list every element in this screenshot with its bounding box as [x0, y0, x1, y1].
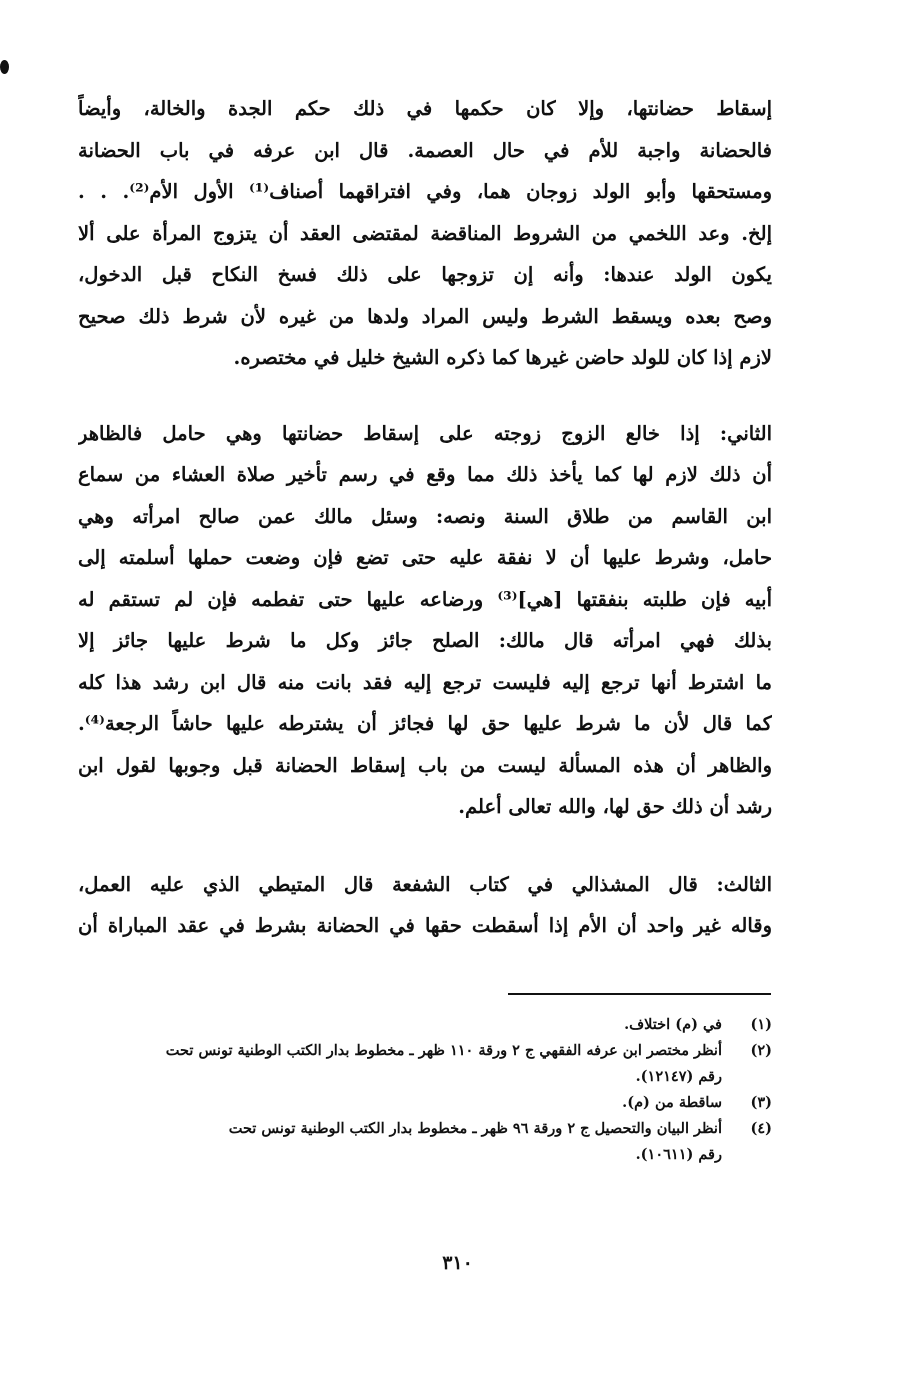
page-number: ٣١٠	[442, 1252, 473, 1274]
text-line: والظاهر أن هذه المسألة ليست من باب إسقاط الحضانة قبل وجوبها لقول ابن	[78, 753, 772, 777]
footnote-text	[78, 1012, 722, 1038]
text-line: إلخ. وعد اللخمي من الشروط المناقضة لمقتضى العقد أن يتزوج المرأة على ألا	[78, 221, 772, 245]
footnote-text	[78, 1116, 722, 1168]
text-line: كما قال لأن ما شرط عليها حق لها فجائز أن يشترطه عليها حاشاً الرجعة⁽⁴⁾.	[78, 712, 772, 735]
footnote-line: ساقطة من (م).	[622, 1094, 722, 1111]
text-line: الثاني: إذا خالع الزوج زوجته على إسقاط حضانتها وهي حامل فالظاهر	[78, 421, 772, 445]
footnote-number: (٣)	[750, 1094, 772, 1111]
footnote-text	[78, 1038, 722, 1090]
text-line: أن ذلك لازم لها كما يأخذ ذلك مما وقع في رسم تأخير صلاة العشاء من سماع	[78, 463, 772, 486]
paragraph-2	[78, 413, 772, 828]
footnote-4	[78, 1116, 772, 1168]
text-line: ما اشترط أنها ترجع إليه فليست ترجع إليه فقد بانت منه قال ابن رشد هذا كله	[78, 670, 772, 694]
footnote-number: (٢)	[750, 1042, 772, 1059]
footnote-3	[78, 1090, 772, 1116]
text-line: أبيه فإن طلبته بنفقتها [هي]⁽³⁾ ورضاعه عليها حتى تفطمه فإن لم تستقم له	[78, 587, 772, 611]
text-line: بذلك فهي امرأته قال مالك: الصلح جائز وكل ما شرط عليها جائز إلا	[78, 629, 772, 652]
text-line: إسقاط حضانتها، وإلا كان حكمها في ذلك حكم الجدة والخالة، وأيضاً	[78, 97, 772, 120]
footnote-number: (٤)	[750, 1120, 772, 1137]
footnote-2	[78, 1038, 772, 1090]
footnote-line: في (م) اختلاف.	[624, 1016, 722, 1033]
text-line: الثالث: قال المشذالي في كتاب الشفعة قال المتيطي الذي عليه العمل،	[78, 872, 772, 896]
text-line: ومستحقها وأبو الولد زوجان هما، وفي افتراقهما أصناف⁽¹⁾ الأول الأم⁽²⁾. . .	[78, 180, 772, 203]
footnote-line: رقم (١٢١٤٧).	[635, 1068, 722, 1085]
footnote-number: (١)	[750, 1016, 772, 1033]
margin-mark	[0, 60, 9, 74]
paragraph-1	[78, 88, 772, 379]
text-line: وصح بعده ويسقط الشرط وليس المراد ولدها من غيره لأن شرط ذلك صحيح	[78, 304, 772, 328]
paragraph-3	[78, 864, 772, 947]
footnote-line: أنظر البيان والتحصيل ج ٢ ورقة ٩٦ ظهر ـ مخطوط بدار الكتب الوطنية تونس تحت	[228, 1120, 722, 1137]
text-line: لازم إذا كان للولد حاضن غيرها كما ذكره الشيخ خليل في مختصره.	[233, 346, 772, 369]
footnote-line: رقم (١٠٦١١).	[635, 1146, 722, 1163]
footnotes	[78, 1012, 772, 1168]
footnote-line: أنظر مختصر ابن عرفه الفقهي ج ٢ ورقة ١١٠ ظهر ـ مخطوط بدار الكتب الوطنية تونس تحت	[165, 1042, 722, 1059]
text-line: يكون الولد عندها: وأنه إن تزوجها على ذلك فسخ النكاح قبل الدخول،	[78, 263, 772, 286]
text-line: حامل، وشرط عليها أن لا نفقة عليه حتى تضع فإن وضعت حملها أسلمته إلى	[78, 546, 772, 569]
footnote-text	[78, 1090, 722, 1116]
text-line: وقاله غير واحد أن الأم إذا أسقطت حقها في الحضانة بشرط في عقد المباراة أن	[78, 914, 772, 937]
footnote-separator	[508, 993, 771, 995]
footnote-1	[78, 1012, 772, 1038]
text-line: فالحضانة واجبة للأم في حال العصمة. قال ابن عرفه في باب الحضانة	[78, 138, 772, 162]
text-line: رشد أن ذلك حق لها، والله تعالى أعلم.	[458, 795, 772, 818]
text-line: ابن القاسم من طلاق السنة ونصه: وسئل مالك عمن صالح امرأته وهي	[78, 504, 772, 528]
page-body	[78, 88, 772, 947]
